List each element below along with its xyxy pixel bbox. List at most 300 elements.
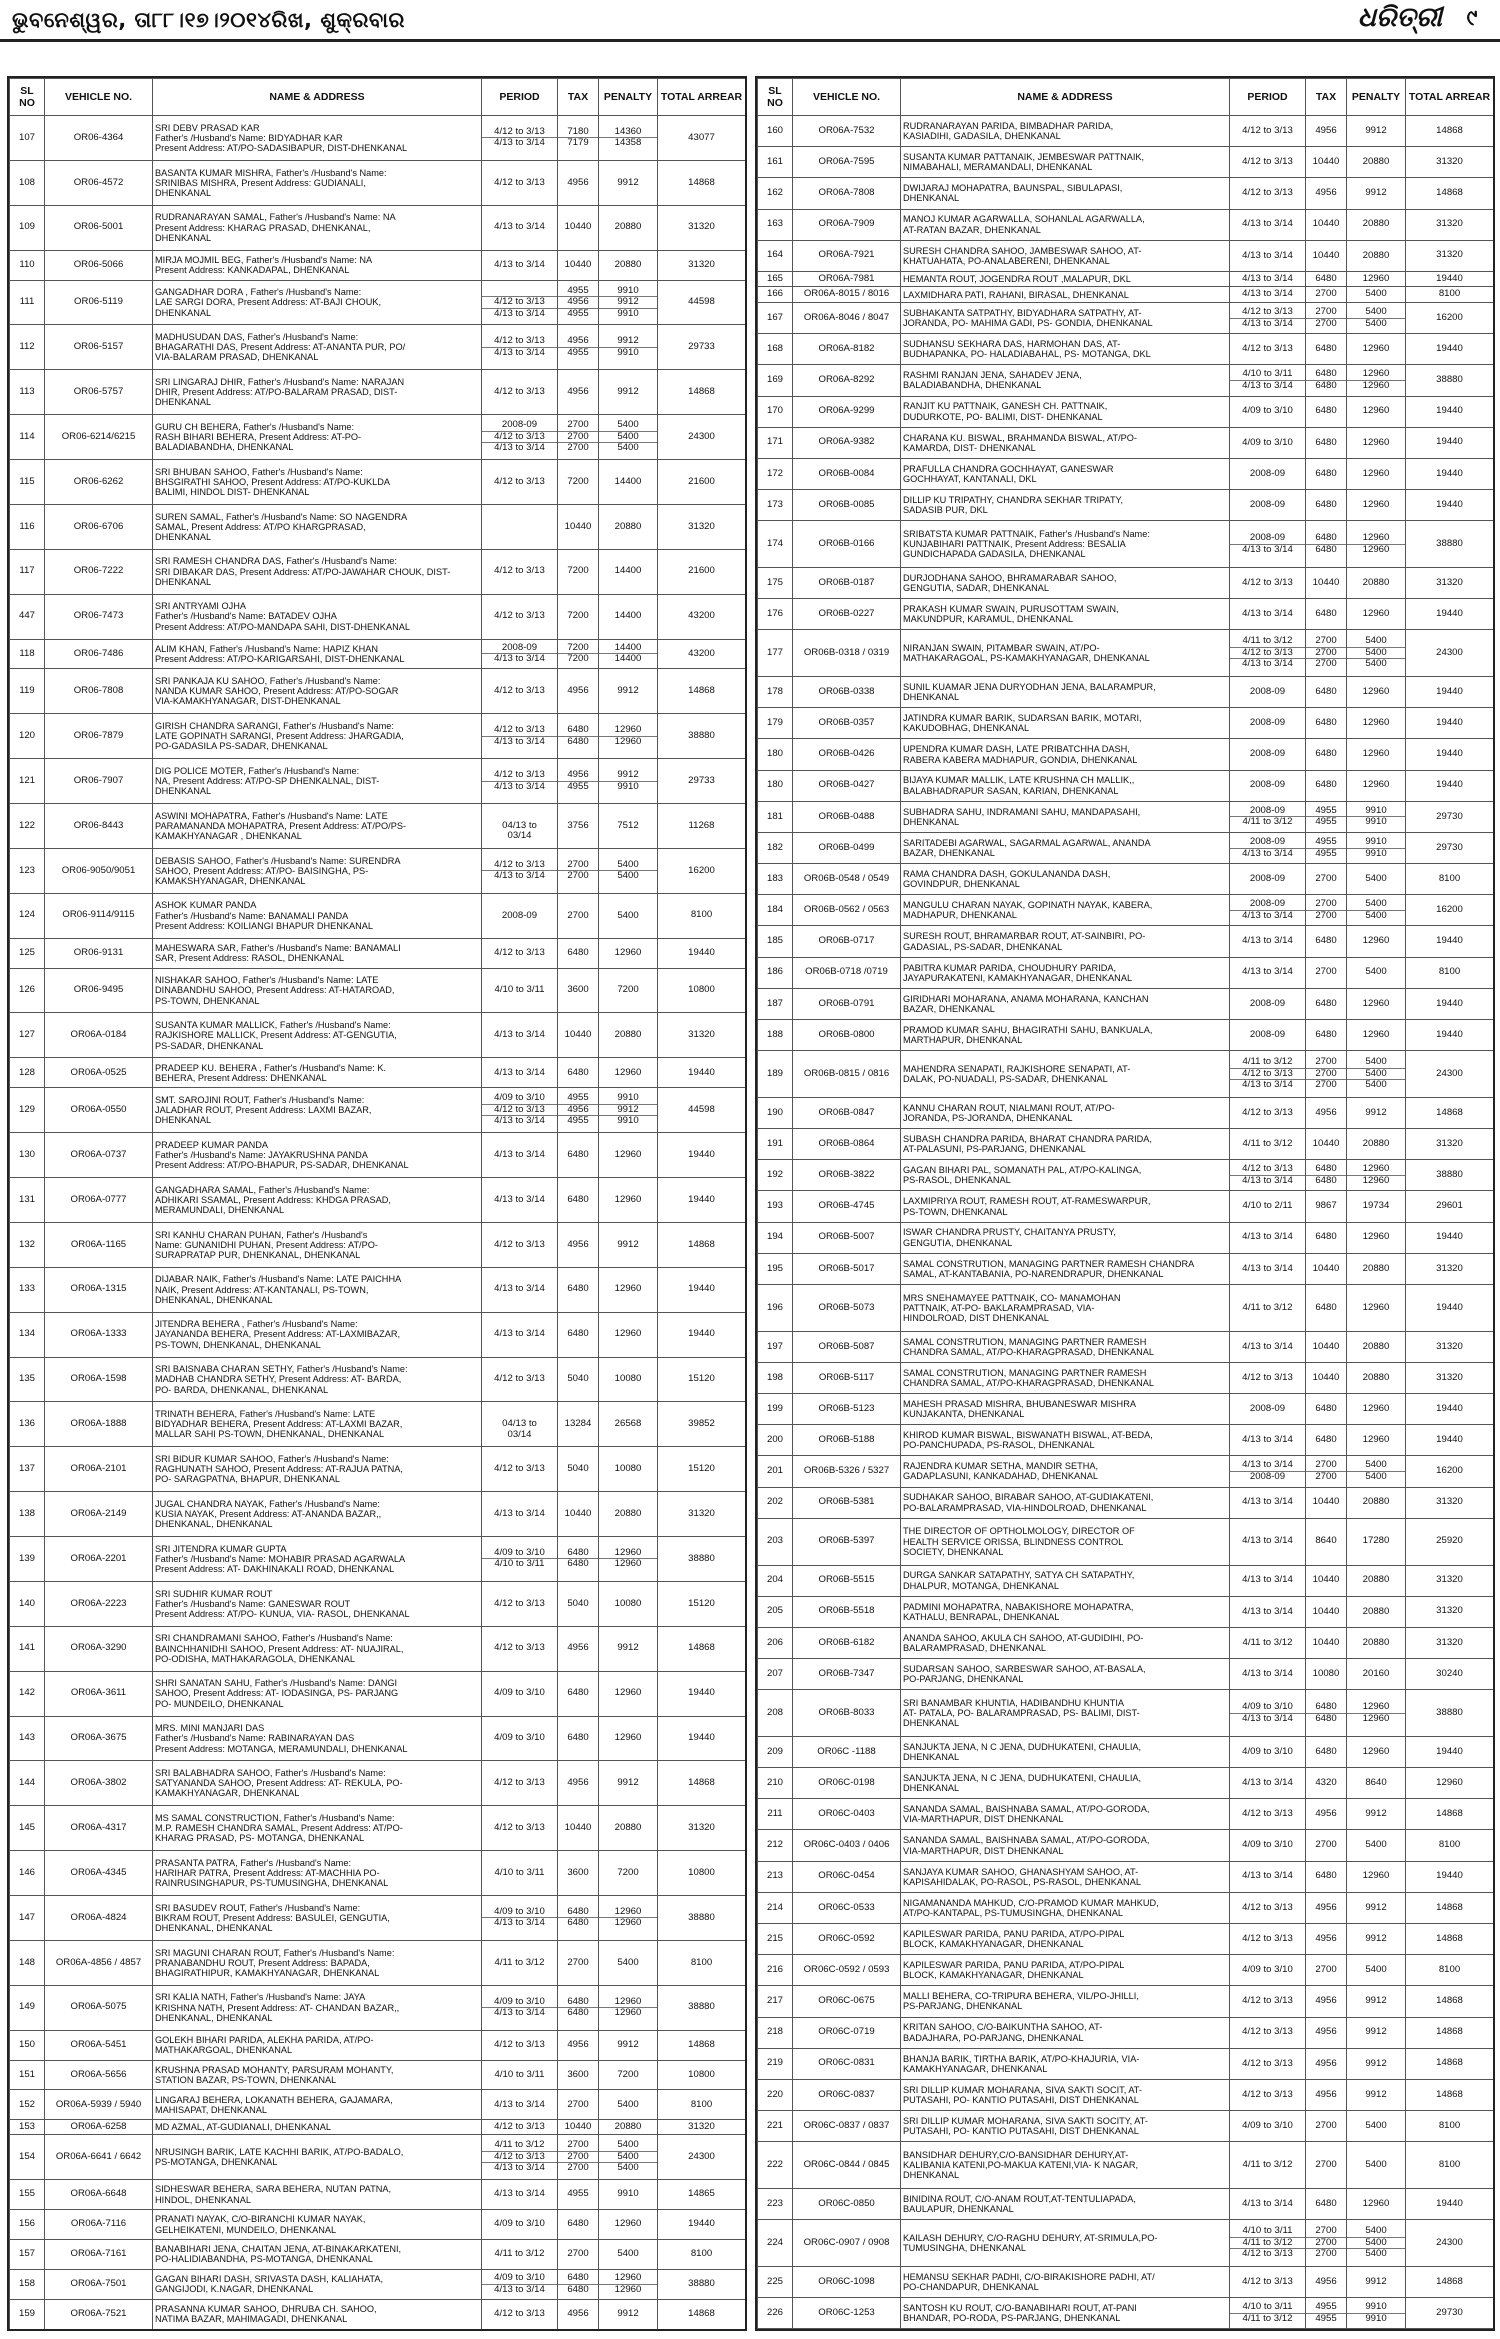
penalty-cell-line: 12960: [1362, 997, 1390, 1009]
tax-cell-line: 6480: [567, 1558, 589, 1570]
penalty-cell-line: 20880: [614, 2121, 642, 2133]
vehicle-no-cell: OR06C -1188: [793, 1736, 901, 1767]
tax-cell-line: 2700: [1315, 1470, 1337, 1482]
penalty-cell-line: 14400: [614, 610, 642, 622]
table-row: [758, 209, 1494, 240]
penalty-cell-line: 20880: [1362, 1340, 1390, 1352]
tax-cell: [1306, 1736, 1347, 1767]
period-cell: [482, 205, 558, 250]
total-arrear-cell: 19440: [1406, 599, 1494, 630]
table-row: [10, 205, 746, 250]
penalty-cell: [599, 759, 658, 804]
period-cell-line: 4/12 to 3/13: [1242, 2088, 1293, 2100]
table-row: [10, 1357, 746, 1402]
penalty-cell-line: 17280: [1362, 1535, 1390, 1547]
tax-cell: [558, 594, 599, 639]
sl-no-cell: 192: [758, 1160, 793, 1191]
name-address-cell: NISHAKAR SAHOO, Father's /Husband's Name: LATE DINABANDHU SAHOO, Present Address: AT-HATAROAD, PS-TOWN, DHENKANAL: [153, 968, 482, 1013]
tax-cell: [1306, 1799, 1347, 1830]
total-arrear-cell: 31320: [1406, 1627, 1494, 1658]
penalty-cell-line: 5400: [1347, 1069, 1405, 1081]
period-cell: [1230, 801, 1306, 832]
sl-no-cell: 159: [10, 2299, 45, 2329]
name-address-cell: GANGADHARA SAMAL, Father's /Husband's Name: ADHIKARI SSAMAL, Present Address: KHDGA PRASAD, MERAMUNDALI, DHENKANAL: [153, 1178, 482, 1223]
penalty-cell: [1347, 1487, 1406, 1518]
table-row: [758, 2111, 1494, 2142]
name-address-cell: PRADEEP KUMAR PANDA Father's /Husband's Name: JAYAKRUSHNA PANDA Present Address: AT/PO-BHAPUR, PS-SADAR, DHENKANAL: [153, 1133, 482, 1178]
sl-no-cell: 180: [758, 739, 793, 770]
total-arrear-cell: 21600: [658, 460, 746, 505]
penalty-cell-line: 9910: [617, 307, 639, 319]
tax-cell: [1306, 287, 1347, 303]
vehicle-no-cell: OR06A-9299: [793, 396, 901, 427]
penalty-cell: [599, 2239, 658, 2269]
table-row: [10, 938, 746, 968]
vehicle-no-cell: OR06B-5518: [793, 1596, 901, 1627]
vehicle-no-cell: OR06A-7161: [45, 2239, 153, 2269]
sl-no-cell: 211: [758, 1799, 793, 1830]
period-cell-line: 4/13 to 3/14: [1242, 1870, 1293, 1882]
tax-cell-line: 6480: [567, 1193, 589, 1205]
name-address-cell: ASHOK KUMAR PANDA Father's /Husband's Name: BANAMALI PANDA Present Address: KOILIANGI BHAPUR DHENKANAL: [153, 893, 482, 938]
penalty-cell-line: 5400: [1365, 909, 1387, 921]
name-address-cell: DWIJARAJ MOHAPATRA, BAUNSPAL, SIBULAPASI, DHENKANAL: [901, 178, 1230, 209]
penalty-cell-line: 9910: [1365, 816, 1387, 828]
sl-no-cell: 204: [758, 1565, 793, 1596]
vehicle-no-cell: OR06A-7808: [793, 178, 901, 209]
tax-cell: [1306, 1362, 1347, 1393]
sl-no-cell: 219: [758, 2048, 793, 2079]
vehicle-no-cell: OR06-9131: [45, 938, 153, 968]
sl-no-cell: 210: [758, 1768, 793, 1799]
sl-no-cell: 144: [10, 1761, 45, 1806]
tax-cell-line: 4955: [1306, 806, 1346, 818]
sl-no-cell: 200: [758, 1425, 793, 1456]
table-row: [10, 415, 746, 460]
period-cell-line: 4/13 to 3/14: [494, 1193, 545, 1205]
penalty-cell: [1347, 567, 1406, 598]
tax-cell-line: 8640: [1315, 1535, 1337, 1547]
tax-cell-line: 2700: [567, 442, 589, 454]
total-arrear-cell: 8100: [1406, 864, 1494, 895]
name-address-cell: MAHENDRA SENAPATI, RAJKISHORE SENAPATI, AT- DALAK, PO-NUADALI, PS-SADAR, DHENKANAL: [901, 1051, 1230, 1098]
total-arrear-cell: 8100: [1406, 1830, 1494, 1861]
penalty-cell-line: 5400: [1365, 1839, 1387, 1851]
tax-cell: [558, 1537, 599, 1582]
sl-no-cell: 176: [758, 599, 793, 630]
sl-no-cell: 120: [10, 714, 45, 759]
table-row: [10, 460, 746, 505]
tax-cell-line: 6480: [1315, 272, 1337, 284]
tax-cell-line: 5040: [567, 1373, 589, 1385]
penalty-cell: [1347, 2079, 1406, 2110]
period-cell-line: 4/13 to 3/14: [1242, 317, 1293, 329]
name-address-cell: PRAKASH KUMAR SWAIN, PURUSOTTAM SWAIN, MAKUNDPUR, KARAMUL, DHENKANAL: [901, 599, 1230, 630]
period-cell: [482, 759, 558, 804]
period-cell-line: 4/12 to 3/13: [1242, 156, 1293, 167]
tax-cell-line: 6480: [1315, 1870, 1337, 1882]
penalty-cell-line: 5400: [1365, 658, 1387, 670]
period-cell-line: 4/13 to 3/14: [494, 1115, 545, 1127]
penalty-cell: [1347, 1253, 1406, 1284]
total-arrear-cell: 19440: [1406, 2188, 1494, 2219]
vehicle-no-cell: OR06A-8046 / 8047: [793, 303, 901, 334]
total-arrear-cell: 19440: [658, 1671, 746, 1716]
table-row: [10, 2299, 746, 2329]
period-cell-line: 4/10 to 3/11: [494, 2068, 545, 2080]
total-arrear-cell: 29730: [1406, 2298, 1494, 2329]
tax-cell: [1306, 1924, 1347, 1955]
penalty-cell: [1347, 957, 1406, 988]
penalty-cell: [1347, 271, 1406, 287]
vehicle-no-cell: OR06A-2223: [45, 1581, 153, 1626]
penalty-cell: [599, 2120, 658, 2135]
vehicle-no-cell: OR06-7808: [45, 669, 153, 714]
penalty-cell: [1347, 895, 1406, 926]
name-address-cell: DIG POLICE MOTER, Father's /Husband's Name: NA, Present Address: AT/PO-SP DHENKALNAL, DIST- DHENKANAL: [153, 759, 482, 804]
sl-no-cell: 153: [10, 2120, 45, 2135]
tax-cell: [558, 1402, 599, 1447]
sl-no-cell: 154: [10, 2135, 45, 2180]
table-row: [10, 2239, 746, 2269]
penalty-cell-line: 9910: [617, 2188, 639, 2200]
name-address-cell: SARITADEBI AGARWAL, SAGARMAL AGARWAL, ANANDA BAZAR, DHENKANAL: [901, 832, 1230, 863]
penalty-cell: [1347, 240, 1406, 271]
tax-cell: [558, 669, 599, 714]
penalty-cell-line: 5400: [1365, 1964, 1387, 1975]
sl-no-cell: 133: [10, 1267, 45, 1312]
sl-no-cell: 124: [10, 893, 45, 938]
name-address-cell: BANSIDHAR DEHURY,C/O-BANSIDHAR DEHURY,AT- KALIBANIA KATENI,PO-MAKUA KATENI,VIA- K NAGAR, DHENKANAL: [901, 2142, 1230, 2189]
penalty-cell-line: 20880: [614, 1029, 642, 1041]
dateline: ଭୁବନେଶ୍ୱର, ତା୮୮।୧୭।୨୦୧୪ରିଖ, ଶୁକ୍ରବାର: [12, 8, 405, 32]
vehicle-no-cell: OR06A-7981: [793, 271, 901, 287]
col-header-tax: TAX: [558, 79, 599, 116]
tax-cell: [1306, 1627, 1347, 1658]
tax-cell: [558, 116, 599, 161]
penalty-cell: [1347, 1160, 1406, 1191]
penalty-cell-line: 9912: [1365, 2275, 1387, 2287]
tax-cell: [558, 1133, 599, 1178]
penalty-cell: [599, 2210, 658, 2240]
penalty-cell: [1347, 1456, 1406, 1487]
sl-no-cell: 180: [758, 770, 793, 801]
sl-no-cell: 206: [758, 1627, 793, 1658]
vehicle-no-cell: OR06A-1598: [45, 1357, 153, 1402]
table-row: [758, 1487, 1494, 1518]
period-cell-line: 4/10 to 2/11: [1242, 1200, 1293, 1212]
penalty-cell-line: 9912: [1365, 187, 1387, 199]
name-address-cell: PRASANNA KUMAR SAHOO, DHRUBA CH. SAHOO, NATIMA BAZAR, MAHIMAGADI, DHENKANAL: [153, 2299, 482, 2329]
sl-no-cell: 222: [758, 2142, 793, 2189]
penalty-cell: [1347, 334, 1406, 365]
vehicle-no-cell: OR06-5001: [45, 205, 153, 250]
period-cell: [1230, 396, 1306, 427]
tax-cell-line: 9867: [1315, 1200, 1337, 1212]
name-address-cell: KRUSHNA PRASAD MOHANTY, PARSURAM MOHANTY, STATION BAZAR, PS-TOWN, DHENKANAL: [153, 2060, 482, 2090]
vehicle-no-cell: OR06A-6258: [45, 2120, 153, 2135]
table-row: [10, 549, 746, 594]
penalty-cell-line: 26568: [614, 1418, 642, 1430]
name-address-cell: MANGULU CHARAN NAYAK, GOPINATH NAYAK, KABERA, MADHAPUR, DHENKANAL: [901, 895, 1230, 926]
tax-cell: [558, 370, 599, 415]
tax-cell: [558, 848, 599, 893]
period-cell-line: 4/11 to 3/12: [1242, 1137, 1293, 1149]
penalty-cell: [1347, 1986, 1406, 2017]
penalty-cell-line: 5400: [1365, 1079, 1387, 1091]
sl-no-cell: 205: [758, 1596, 793, 1627]
sl-no-cell: 157: [10, 2239, 45, 2269]
name-address-cell: SRI DILLIP KUMAR MOHARANA, SIVA SAKTI SOCITY, AT- PUTASAHI, PO- KANTIO PUTASAHI, DIST DHENKANAL: [901, 2111, 1230, 2142]
table-row: [758, 1019, 1494, 1050]
table-row: [10, 2090, 746, 2120]
period-cell: [482, 804, 558, 849]
penalty-cell: [1347, 147, 1406, 178]
penalty-cell-line: 9910: [599, 1093, 657, 1105]
vehicle-no-cell: OR06B-0338: [793, 677, 901, 708]
penalty-cell-line: 5400: [1365, 966, 1387, 978]
table-row: [758, 521, 1494, 568]
vehicle-no-cell: OR06A-0525: [45, 1058, 153, 1088]
vehicle-no-cell: OR06A-7921: [793, 240, 901, 271]
period-cell-line: 4/13 to 3/14: [494, 2162, 545, 2174]
period-cell: [1230, 2266, 1306, 2297]
penalty-cell-line: 5400: [617, 2248, 639, 2260]
penalty-cell-line: 9912: [617, 1777, 639, 1789]
period-cell-line: 4/13 to 3/14: [1242, 966, 1293, 978]
tax-cell-line: 6480: [1315, 779, 1337, 791]
table-row: [758, 2188, 1494, 2219]
period-cell-line: 2008-09: [482, 420, 557, 432]
table-row: [10, 1537, 746, 1582]
period-cell: [1230, 1191, 1306, 1222]
vehicle-no-cell: OR06B-5397: [793, 1518, 901, 1565]
period-cell-line: 4/13 to 3/14: [1242, 607, 1293, 619]
table-row: [758, 1284, 1494, 1331]
table-body-right: [758, 116, 1494, 2329]
vehicle-no-cell: OR06A-5075: [45, 1985, 153, 2030]
period-cell: [482, 1537, 558, 1582]
tax-cell-line: 2700: [1315, 2248, 1337, 2260]
total-arrear-cell: 8100: [1406, 287, 1494, 303]
tax-cell-line: 6480: [1315, 748, 1337, 760]
tax-cell-line: 6480: [558, 725, 598, 737]
period-cell-line: 4/09 to 3/10: [1230, 1702, 1305, 1714]
period-cell-line: 4/13 to 3/14: [1242, 1340, 1293, 1352]
penalty-cell-line: 12960: [599, 1548, 657, 1560]
tax-cell-line: 10440: [1312, 1496, 1340, 1508]
name-address-cell: SHRI SANATAN SAHU, Father's /Husband's Name: DANGI SAHOO, Present Address: AT- IODASINGA, PS- PARJANG PO- MUNDEILO, DHENKANAL: [153, 1671, 482, 1716]
period-cell-line: 4/13 to 3/14: [494, 1066, 545, 1078]
table-row: [10, 1133, 746, 1178]
table-row: [758, 1191, 1494, 1222]
penalty-cell: [599, 2030, 658, 2060]
penalty-cell: [1347, 988, 1406, 1019]
tax-cell-line: 4956: [558, 1105, 598, 1117]
period-cell: [482, 2210, 558, 2240]
vehicle-no-cell: OR06A-1165: [45, 1222, 153, 1267]
table-row: [758, 1986, 1494, 2017]
name-address-cell: NIGAMANANDA MAHKUD, C/O-PRAMOD KUMAR MAHKUD, AT/PO-KANTAPAL, PS-TUMUSINGHA, DHENKANAL: [901, 1892, 1230, 1923]
total-arrear-cell: 24300: [1406, 1051, 1494, 1098]
table-row: [758, 1160, 1494, 1191]
total-arrear-cell: 31320: [658, 250, 746, 280]
penalty-cell-line: 12960: [1362, 343, 1390, 355]
vehicle-no-cell: OR06A-3611: [45, 1671, 153, 1716]
period-cell-line: 4/12 to 3/13: [494, 2121, 545, 2133]
total-arrear-cell: 14868: [658, 1626, 746, 1671]
period-cell-line: 4/12 to 3/13: [482, 770, 557, 782]
tax-cell: [558, 1896, 599, 1941]
vehicle-no-cell: OR06-7486: [45, 639, 153, 669]
tax-cell-line: 6480: [1315, 1434, 1337, 1446]
penalty-cell: [599, 2135, 658, 2180]
tax-cell: [1306, 303, 1347, 334]
right-table-column: [755, 76, 1495, 2331]
name-address-cell: SRI PANKAJA KU SAHOO, Father's /Husband's Name: NANDA KUMAR SAHOO, Present Address: AT/PO-SOGAR VIA-KAMAKHYANAGAR, DIST-DHENKANAL: [153, 669, 482, 714]
penalty-cell: [1347, 396, 1406, 427]
period-cell-line: 4/13 to 3/14: [494, 442, 545, 454]
penalty-cell: [599, 504, 658, 549]
name-address-cell: SURESH ROUT, BHRAMARBAR ROUT, AT-SAINBIRI, PO- GADASIAL, PS-SADAR, DHENKANAL: [901, 926, 1230, 957]
tax-cell: [1306, 1565, 1347, 1596]
penalty-cell-line: 12960: [614, 2218, 642, 2230]
name-address-cell: RAJENDRA KUMAR SETHA, MANDIR SETHA, GADAPLASUNI, KANKADAHAD, DHENKANAL: [901, 1456, 1230, 1487]
total-arrear-cell: 14868: [1406, 1924, 1494, 1955]
table-row: [10, 1402, 746, 1447]
period-cell: [1230, 303, 1306, 334]
tax-cell: [558, 639, 599, 669]
period-cell-line: 4/09 to 3/10: [1242, 1964, 1293, 1975]
table-row: [10, 2180, 746, 2210]
name-address-cell: GANGADHAR DORA , Father's /Husband's Name: LAE SARGI DORA, Present Address: AT-BAJI CHOUK, DHENKANAL: [153, 280, 482, 325]
name-address-cell: NRUSINGH BARIK, LATE KACHHI BARIK, AT/PO-BADALO, PS-MOTANGA, DHENKANAL: [153, 2135, 482, 2180]
col-header-vehicle: VEHICLE NO.: [45, 79, 153, 116]
period-cell-line: 4/12 to 3/13: [494, 610, 545, 622]
period-cell: [482, 415, 558, 460]
penalty-cell-line: 7200: [617, 2068, 639, 2080]
table-row: [758, 1659, 1494, 1690]
total-arrear-cell: 19440: [1406, 739, 1494, 770]
penalty-cell-line: 5400: [617, 2098, 639, 2110]
penalty-cell: [1347, 1955, 1406, 1986]
penalty-cell: [599, 2299, 658, 2329]
sl-no-cell: 146: [10, 1851, 45, 1896]
tax-cell-line: 6480: [558, 2273, 598, 2285]
period-cell: [482, 669, 558, 714]
tax-cell: [1306, 957, 1347, 988]
period-cell-line: 4/09 to 3/10: [482, 1093, 557, 1105]
penalty-cell: [599, 848, 658, 893]
penalty-cell-line: 12960: [1362, 272, 1390, 284]
total-arrear-cell: 19440: [658, 1178, 746, 1223]
tax-cell-line: 10440: [564, 1507, 592, 1519]
name-address-cell: THE DIRECTOR OF OPTHOLMOLOGY, DIRECTOR OF HEALTH SERVICE ORISSA, BLINDNESS CONTROL SOCIETY, DHENKANAL: [901, 1518, 1230, 1565]
period-cell: [482, 1013, 558, 1058]
table-row: [758, 832, 1494, 863]
period-cell-line: 4/12 to 3/13: [482, 2152, 557, 2164]
period-cell-line: 4/13 to 3/14: [1242, 1574, 1293, 1586]
penalty-cell-line: 14400: [614, 653, 642, 665]
table-row: [10, 1716, 746, 1761]
period-cell-line: 4/13 to 3/14: [494, 1507, 545, 1519]
sl-no-cell: 140: [10, 1581, 45, 1626]
vehicle-no-cell: OR06B-0427: [793, 770, 901, 801]
tax-cell: [558, 250, 599, 280]
vehicle-no-cell: OR06B-0815 / 0816: [793, 1051, 901, 1098]
sl-no-cell: 150: [10, 2030, 45, 2060]
period-cell: [1230, 599, 1306, 630]
period-cell: [1230, 1425, 1306, 1456]
period-cell: [1230, 490, 1306, 521]
period-cell: [1230, 178, 1306, 209]
table-row: [758, 630, 1494, 677]
period-cell-line: 4/13 to 3/14: [1242, 2197, 1293, 2209]
name-address-cell: SRI KALIA NATH, Father's /Husband's Name: JAYA KRISHNA NATH, Present Address: AT- CHANDAN BAZAR,, DHENKANAL, DHENKANAL: [153, 1985, 482, 2030]
period-cell: [482, 2239, 558, 2269]
penalty-cell-line: 5400: [599, 860, 657, 872]
name-address-cell: SUSANTA KUMAR PATTANAIK, JEMBESWAR PATTNAIK, NIMABAHALI, MERAMANDALI, DHENKANAL: [901, 147, 1230, 178]
tax-cell-line: 2700: [1315, 658, 1337, 670]
penalty-cell: [599, 1761, 658, 1806]
period-cell-line: 4/10 to 3/11: [494, 1866, 545, 1878]
tax-cell: [558, 1626, 599, 1671]
penalty-cell: [599, 325, 658, 370]
period-cell-line: 4/11 to 3/12: [1242, 816, 1293, 828]
tax-cell: [1306, 240, 1347, 271]
penalty-cell-line: 12960: [1362, 717, 1390, 729]
table-row: [758, 895, 1494, 926]
sl-no-cell: 218: [758, 2017, 793, 2048]
penalty-cell-line: 20880: [1362, 1496, 1390, 1508]
tax-cell-line: 2700: [1306, 2238, 1346, 2250]
table-row: [10, 594, 746, 639]
period-cell: [482, 280, 558, 325]
tax-cell-line: 4955: [567, 1115, 589, 1127]
name-address-cell: PABITRA KUMAR PARIDA, CHOUDHURY PARIDA, JAYAPURAKATENI, KAMAKHYANAGAR, DHENKANAL: [901, 957, 1230, 988]
vehicle-no-cell: OR06B-8033: [793, 1690, 901, 1737]
penalty-cell-line: 12960: [1362, 467, 1390, 479]
tax-cell: [1306, 2298, 1347, 2329]
tax-cell: [558, 1492, 599, 1537]
table-header-row: [10, 79, 746, 116]
penalty-cell-line: 12960: [614, 1066, 642, 1078]
penalty-cell-line: 9912: [617, 2308, 639, 2319]
total-arrear-cell: 31320: [658, 504, 746, 549]
table-row: [10, 1492, 746, 1537]
penalty-cell: [1347, 1768, 1406, 1799]
period-cell: [482, 1896, 558, 1941]
penalty-cell-line: 12960: [614, 1283, 642, 1295]
penalty-cell-line: 12960: [614, 946, 642, 958]
name-address-cell: BINIDINA ROUT, C/O-ANAM ROUT,AT-TENTULIAPADA, BAULAPUR, DHENKANAL: [901, 2188, 1230, 2219]
tax-cell: [1306, 1690, 1347, 1737]
vehicle-no-cell: OR06B-0488: [793, 801, 901, 832]
tax-cell-line: 6480: [567, 2218, 589, 2230]
tax-cell: [558, 1761, 599, 1806]
period-cell-line: 4/12 to 3/13: [1242, 1901, 1293, 1913]
vehicle-no-cell: OR06B-3822: [793, 1160, 901, 1191]
period-cell-line: 4/13 to 3/14: [1242, 1667, 1293, 1679]
period-cell-line: 4/13 to 3/14: [494, 780, 545, 792]
tax-cell-line: 10080: [1312, 1667, 1340, 1679]
name-address-cell: SANJUKTA JENA, N C JENA, DUDHUKATENI, CHAULIA, DHENKANAL: [901, 1736, 1230, 1767]
penalty-cell: [599, 1267, 658, 1312]
name-address-cell: SRIBATSTA KUMAR PATTNAIK, Father's /Husband's Name: KUNJABIHARI PATTNAIK, Present Address: BESALIA GUNDICHAPADA GADASILA, DHENKANAL: [901, 521, 1230, 568]
tax-cell-line: 2700: [558, 2152, 598, 2164]
tax-cell: [558, 325, 599, 370]
period-cell: [482, 1178, 558, 1223]
